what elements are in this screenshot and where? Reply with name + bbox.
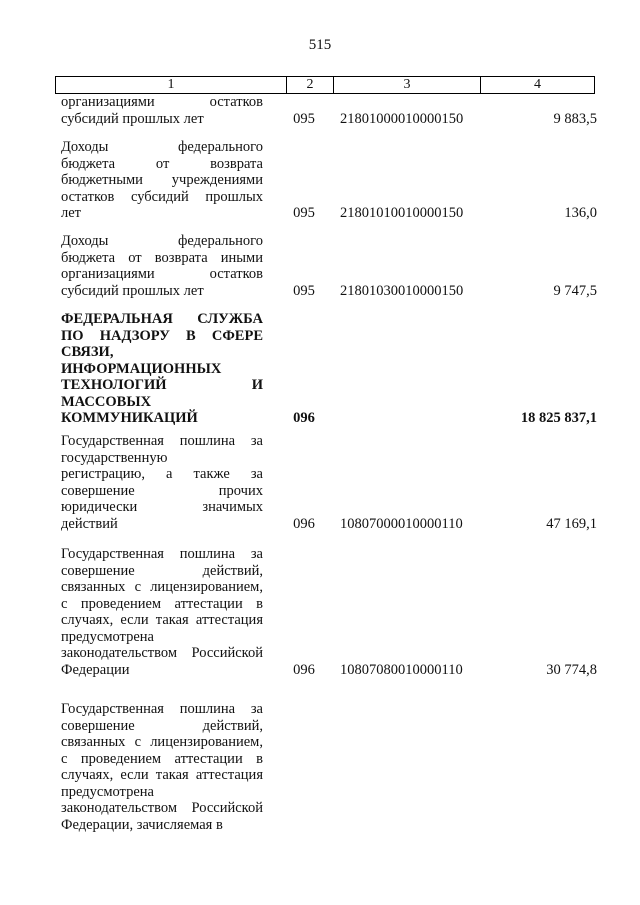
- admin-code: 096: [293, 661, 315, 678]
- page-number: 515: [308, 37, 332, 53]
- amount-value: 136,0: [564, 205, 597, 221]
- description-line: совершение действий,: [61, 717, 263, 734]
- description-line: бюджета от возврата иными: [61, 249, 263, 266]
- amount-value: 47 169,1: [546, 515, 597, 532]
- amount-value: 18 825 837,1: [520, 410, 597, 426]
- description-line: ИНФОРМАЦИОННЫХ: [61, 360, 222, 377]
- description-line: действий: [61, 515, 118, 532]
- description-line: субсидий прошлых лет: [61, 110, 204, 127]
- budget-classification-code: 10807000010000110: [340, 515, 463, 532]
- description-line: с проведением аттестации в: [61, 750, 263, 767]
- description-line: законодательством Российской: [61, 645, 263, 661]
- header-col-1: 1: [167, 77, 175, 92]
- description-line: СВЯЗИ,: [61, 344, 114, 360]
- row-description: [61, 233, 263, 299]
- admin-code: 095: [293, 205, 315, 221]
- row-description: [61, 139, 263, 222]
- description-line: связанных с лицензированием,: [61, 734, 263, 750]
- description-line: остатков субсидий прошлых: [61, 188, 263, 205]
- description-line: регистрацию, а также за: [61, 466, 263, 482]
- description-line: бюджетными учреждениями: [61, 172, 263, 188]
- description-line: ФЕДЕРАЛЬНАЯ СЛУЖБА: [61, 311, 263, 327]
- row-description: [61, 311, 263, 427]
- header-col-4: 4: [534, 77, 541, 92]
- description-line: предусмотрена: [61, 628, 154, 645]
- header-col-3: 3: [403, 77, 411, 92]
- admin-code: 095: [293, 110, 315, 127]
- row-description: [61, 94, 263, 127]
- description-line: МАССОВЫХ: [61, 393, 152, 410]
- description-line: КОММУНИКАЦИЙ: [61, 410, 198, 426]
- budget-classification-code: 21801030010000150: [340, 282, 464, 299]
- description-line: случаях, если такая аттестация: [61, 612, 263, 628]
- description-line: ПО НАДЗОРУ В СФЕРЕ: [61, 327, 263, 344]
- description-line: Доходы федерального: [61, 233, 263, 249]
- description-line: организациями остатков: [61, 266, 263, 282]
- description-line: Федерации: [61, 661, 130, 678]
- description-line: бюджета от возврата: [61, 155, 263, 172]
- description-line: с проведением аттестации в: [61, 595, 263, 612]
- description-line: Государственная пошлина за: [61, 546, 263, 562]
- budget-classification-code: 21801010010000150: [340, 205, 464, 221]
- budget-classification-code: 10807080010000110: [340, 661, 463, 678]
- description-line: предусмотрена: [61, 783, 154, 800]
- admin-code: 095: [293, 282, 315, 299]
- description-line: Государственная пошлина за: [61, 701, 263, 717]
- description-line: ТЕХНОЛОГИЙ И: [61, 377, 263, 393]
- amount-value: 9 883,5: [553, 110, 597, 127]
- description-line: лет: [61, 205, 82, 221]
- budget-classification-code: 21801000010000150: [340, 110, 464, 127]
- amount-value: 30 774,8: [546, 661, 597, 678]
- description-line: Федерации, зачисляемая в: [61, 816, 223, 833]
- admin-code: 096: [293, 515, 315, 532]
- row-description: [61, 433, 263, 532]
- row-description: [61, 546, 263, 678]
- description-line: совершение прочих: [61, 482, 263, 499]
- description-line: случаях, если такая аттестация: [61, 767, 263, 783]
- description-line: связанных с лицензированием,: [61, 579, 263, 595]
- table-header-row: [55, 76, 595, 94]
- description-line: государственную: [61, 449, 168, 466]
- description-line: юридически значимых: [61, 499, 263, 515]
- description-line: Государственная пошлина за: [61, 433, 263, 449]
- admin-code: 096: [293, 410, 315, 426]
- amount-value: 9 747,5: [553, 282, 597, 299]
- row-description: [61, 701, 263, 833]
- description-line: совершение действий,: [61, 562, 263, 579]
- description-line: организациями остатков: [61, 94, 263, 110]
- header-col-2: 2: [306, 77, 314, 92]
- description-line: законодательством Российской: [61, 800, 263, 816]
- description-line: субсидий прошлых лет: [61, 282, 204, 299]
- description-line: Доходы федерального: [61, 139, 263, 155]
